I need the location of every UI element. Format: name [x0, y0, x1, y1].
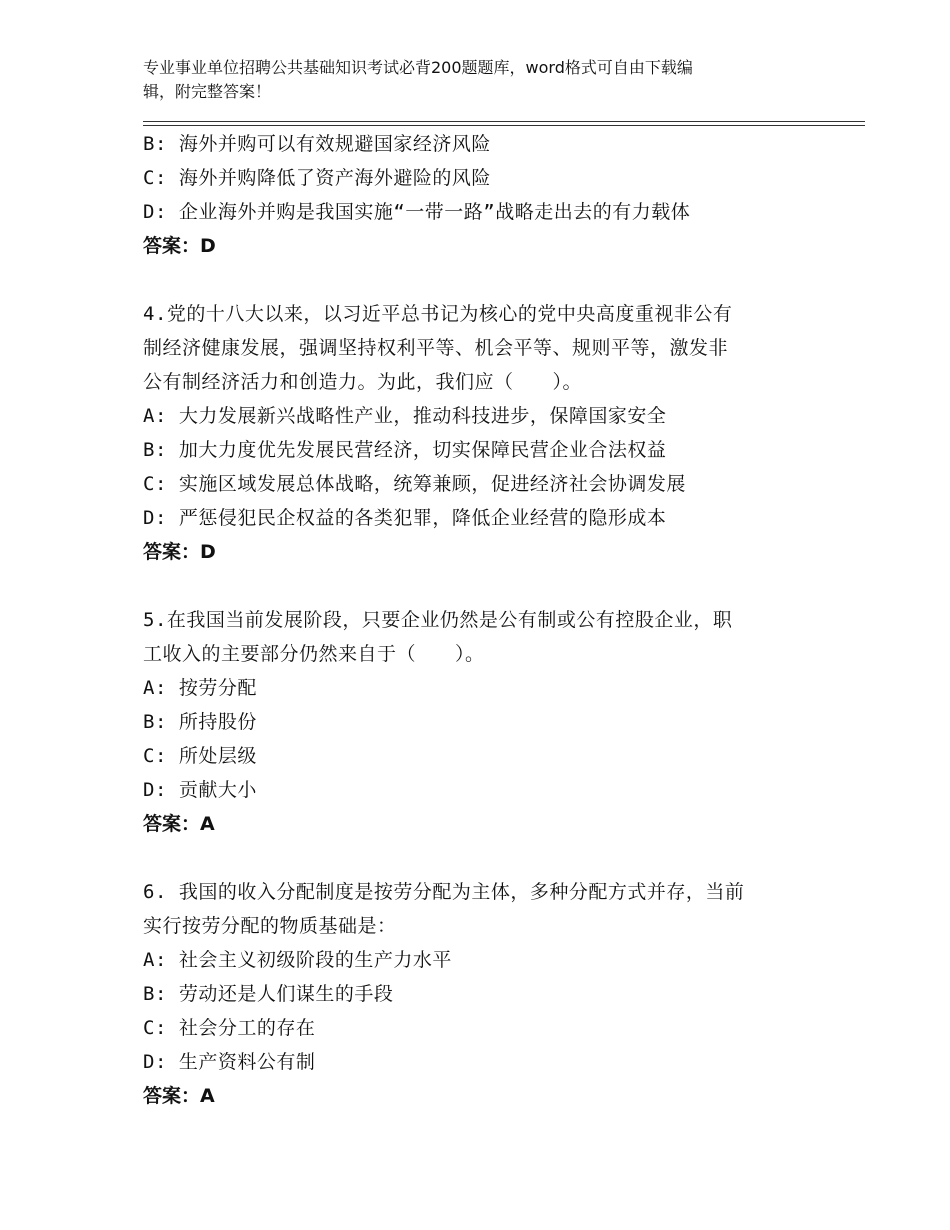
answer: 答案：D — [143, 541, 216, 563]
option-a: A: 按劳分配 — [143, 677, 257, 699]
spacer — [143, 841, 823, 875]
question-stem: 制经济健康发展，强调坚持权利平等、机会平等、规则平等，激发非 — [143, 337, 729, 359]
option-b: B: 加大力度优先发展民营经济，切实保障民营企业合法权益 — [143, 439, 667, 461]
option-a: A: 大力发展新兴战略性产业，推动科技进步，保障国家安全 — [143, 405, 667, 427]
option-c: C: 实施区域发展总体战略，统筹兼顾，促进经济社会协调发展 — [143, 473, 686, 495]
option-a: A: 社会主义初级阶段的生产力水平 — [143, 949, 452, 971]
option-d: D: 严惩侵犯民企权益的各类犯罪，降低企业经营的隐形成本 — [143, 507, 667, 529]
question-content — [143, 127, 823, 1113]
option-d: D: 贡献大小 — [143, 779, 257, 801]
option-b: B: 所持股份 — [143, 711, 257, 733]
question-stem: 4.党的十八大以来，以习近平总书记为核心的党中央高度重视非公有 — [143, 303, 733, 325]
option-d: D: 企业海外并购是我国实施“一带一路”战略走出去的有力载体 — [143, 201, 691, 223]
header-line-1: 专业事业单位招聘公共基础知识考试必背200题题库，word格式可自由下载编 — [143, 58, 693, 77]
option-b: B: 劳动还是人们谋生的手段 — [143, 983, 394, 1005]
header-rule-bottom — [143, 125, 865, 126]
option-d: D: 生产资料公有制 — [143, 1051, 316, 1073]
spacer — [143, 263, 823, 297]
question-4 — [143, 297, 823, 569]
question-stem: 公有制经济活力和创造力。为此，我们应（ ）。 — [143, 371, 583, 393]
answer: 答案：A — [143, 1085, 215, 1107]
question-stem: 工收入的主要部分仍然来自于（ ）。 — [143, 643, 485, 665]
spacer — [143, 569, 823, 603]
option-c: C: 所处层级 — [143, 745, 257, 767]
page-header — [143, 56, 783, 104]
option-c: C: 海外并购降低了资产海外避险的风险 — [143, 167, 491, 189]
answer: 答案：D — [143, 235, 216, 257]
option-b: B: 海外并购可以有效规避国家经济风险 — [143, 133, 491, 155]
header-rule-top — [143, 121, 865, 122]
question-3-tail — [143, 127, 823, 263]
header-line-2: 辑，附完整答案！ — [143, 82, 272, 101]
answer: 答案：A — [143, 813, 215, 835]
question-5 — [143, 603, 823, 841]
option-c: C: 社会分工的存在 — [143, 1017, 316, 1039]
question-6 — [143, 875, 823, 1113]
question-stem: 5.在我国当前发展阶段，只要企业仍然是公有制或公有控股企业，职 — [143, 609, 733, 631]
question-stem: 实行按劳分配的物质基础是： — [143, 915, 397, 937]
question-stem: 6. 我国的收入分配制度是按劳分配为主体，多种分配方式并存，当前 — [143, 881, 745, 903]
